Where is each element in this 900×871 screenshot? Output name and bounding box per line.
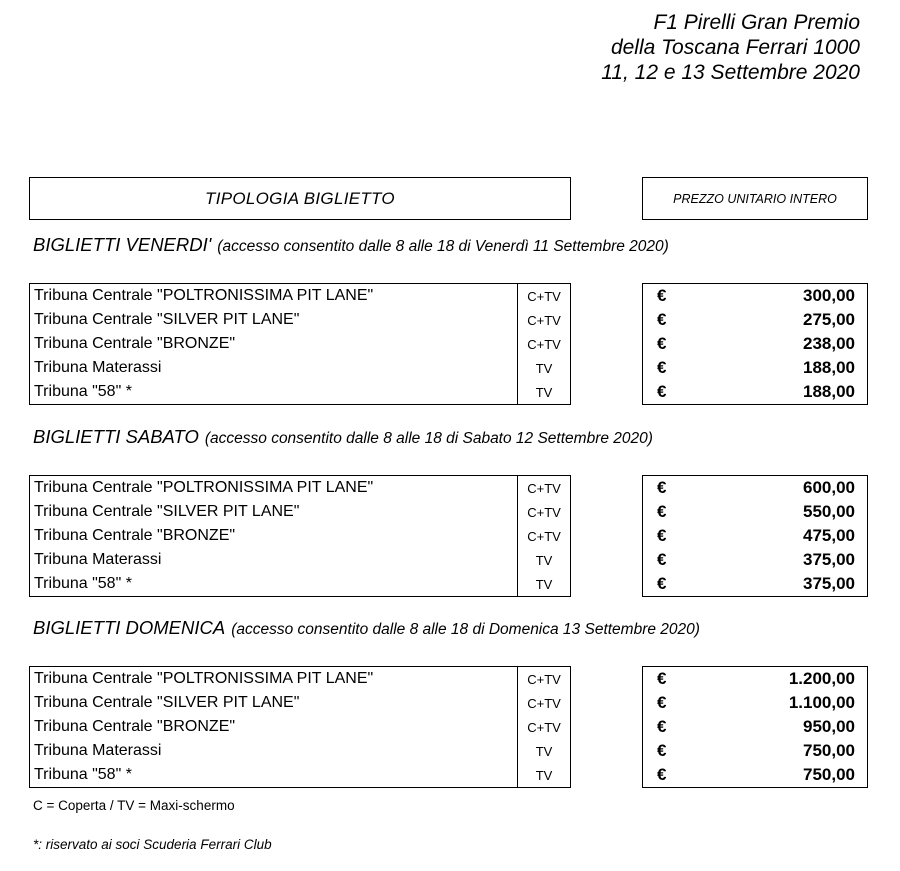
price-value: 275,00 bbox=[803, 310, 855, 329]
price-row bbox=[643, 500, 867, 524]
ticket-name: Tribuna Centrale "POLTRONISSIMA PIT LANE" bbox=[34, 287, 374, 304]
table-row bbox=[30, 524, 570, 548]
euro-symbol: € bbox=[657, 358, 667, 377]
ticket-name: Tribuna Materassi bbox=[34, 359, 162, 376]
ticket-type-header-label: TIPOLOGIA BIGLIETTO bbox=[205, 188, 395, 208]
section-access-note: (accesso consentito dalle 8 alle 18 di Sabato 12 Settembre 2020) bbox=[204, 430, 653, 447]
section-heading: BIGLIETTI DOMENICA bbox=[33, 617, 226, 638]
euro-symbol: € bbox=[657, 693, 667, 712]
price-value: 750,00 bbox=[803, 741, 855, 760]
coverage-code: TV bbox=[517, 380, 570, 404]
table-row bbox=[30, 548, 570, 572]
ticket-name: Tribuna Centrale "POLTRONISSIMA PIT LANE" bbox=[34, 479, 374, 496]
ticket-name: Tribuna Centrale "BRONZE" bbox=[34, 718, 236, 735]
event-title-line-1: F1 Pirelli Gran Premio bbox=[653, 11, 860, 34]
euro-symbol: € bbox=[657, 741, 667, 760]
price-value: 188,00 bbox=[803, 358, 855, 377]
euro-symbol: € bbox=[657, 717, 667, 736]
ticket-name: Tribuna Centrale "SILVER PIT LANE" bbox=[34, 694, 300, 711]
euro-symbol: € bbox=[657, 526, 667, 545]
event-header bbox=[601, 10, 860, 85]
price-row bbox=[643, 356, 867, 380]
price-value: 300,00 bbox=[803, 286, 855, 305]
price-value: 375,00 bbox=[803, 550, 855, 569]
price-header-label: PREZZO UNITARIO INTERO bbox=[673, 191, 837, 206]
price-table-friday bbox=[642, 283, 868, 405]
table-row bbox=[30, 380, 570, 404]
coverage-code: TV bbox=[517, 739, 570, 763]
coverage-code: C+TV bbox=[517, 667, 570, 691]
price-row bbox=[643, 763, 867, 787]
price-value: 375,00 bbox=[803, 574, 855, 593]
ticket-name: Tribuna Centrale "POLTRONISSIMA PIT LANE" bbox=[34, 670, 374, 687]
section-heading: BIGLIETTI SABATO bbox=[33, 426, 199, 447]
price-row bbox=[643, 572, 867, 596]
section-title-saturday bbox=[33, 426, 653, 448]
coverage-code: C+TV bbox=[517, 524, 570, 548]
price-row bbox=[643, 284, 867, 308]
coverage-code: TV bbox=[517, 548, 570, 572]
euro-symbol: € bbox=[657, 478, 667, 497]
price-row bbox=[643, 524, 867, 548]
table-row bbox=[30, 284, 570, 308]
coverage-code: TV bbox=[517, 356, 570, 380]
coverage-code: C+TV bbox=[517, 284, 570, 308]
table-row bbox=[30, 476, 570, 500]
ticket-table-friday bbox=[29, 283, 571, 405]
ticket-table-sunday bbox=[29, 666, 571, 788]
euro-symbol: € bbox=[657, 574, 667, 593]
footnote: *: riservato ai soci Scuderia Ferrari Club bbox=[33, 837, 272, 852]
table-row bbox=[30, 763, 570, 787]
price-row bbox=[643, 476, 867, 500]
table-row bbox=[30, 500, 570, 524]
price-row bbox=[643, 548, 867, 572]
ticket-name: Tribuna Centrale "BRONZE" bbox=[34, 527, 236, 544]
event-dates: 11, 12 e 13 Settembre 2020 bbox=[601, 61, 860, 84]
price-value: 1.200,00 bbox=[788, 669, 855, 688]
section-title-friday bbox=[33, 234, 669, 256]
price-row bbox=[643, 308, 867, 332]
price-row bbox=[643, 691, 867, 715]
ticket-table-saturday bbox=[29, 475, 571, 597]
coverage-code: C+TV bbox=[517, 308, 570, 332]
coverage-legend: C = Coperta / TV = Maxi-schermo bbox=[33, 798, 235, 813]
euro-symbol: € bbox=[657, 334, 667, 353]
euro-symbol: € bbox=[657, 765, 667, 784]
section-access-note: (accesso consentito dalle 8 alle 18 di Venerdì 11 Settembre 2020) bbox=[217, 238, 669, 255]
euro-symbol: € bbox=[657, 286, 667, 305]
price-table-saturday bbox=[642, 475, 868, 597]
price-row bbox=[643, 667, 867, 691]
price-row bbox=[643, 739, 867, 763]
ticket-name: Tribuna Materassi bbox=[34, 742, 162, 759]
ticket-name: Tribuna Centrale "BRONZE" bbox=[34, 335, 236, 352]
price-table-sunday bbox=[642, 666, 868, 788]
price-header bbox=[642, 177, 868, 220]
table-row bbox=[30, 356, 570, 380]
coverage-code: C+TV bbox=[517, 332, 570, 356]
table-row bbox=[30, 308, 570, 332]
price-value: 188,00 bbox=[803, 382, 855, 401]
euro-symbol: € bbox=[657, 502, 667, 521]
coverage-code: TV bbox=[517, 763, 570, 787]
table-row bbox=[30, 739, 570, 763]
euro-symbol: € bbox=[657, 550, 667, 569]
table-row bbox=[30, 691, 570, 715]
euro-symbol: € bbox=[657, 669, 667, 688]
price-value: 750,00 bbox=[803, 765, 855, 784]
section-heading: BIGLIETTI VENERDI' bbox=[33, 234, 212, 255]
euro-symbol: € bbox=[657, 310, 667, 329]
price-row bbox=[643, 380, 867, 404]
ticket-name: Tribuna Centrale "SILVER PIT LANE" bbox=[34, 311, 300, 328]
table-row bbox=[30, 667, 570, 691]
price-row bbox=[643, 715, 867, 739]
ticket-name: Tribuna "58" * bbox=[34, 383, 132, 400]
ticket-name: Tribuna Materassi bbox=[34, 551, 162, 568]
euro-symbol: € bbox=[657, 382, 667, 401]
ticket-name: Tribuna Centrale "SILVER PIT LANE" bbox=[34, 503, 300, 520]
section-access-note: (accesso consentito dalle 8 alle 18 di Domenica 13 Settembre 2020) bbox=[231, 621, 700, 638]
event-title-line-2: della Toscana Ferrari 1000 bbox=[610, 36, 860, 59]
coverage-code: C+TV bbox=[517, 691, 570, 715]
ticket-type-header bbox=[29, 177, 571, 220]
price-value: 1.100,00 bbox=[788, 693, 855, 712]
coverage-code: TV bbox=[517, 572, 570, 596]
table-row bbox=[30, 572, 570, 596]
price-value: 550,00 bbox=[803, 502, 855, 521]
coverage-code: C+TV bbox=[517, 715, 570, 739]
price-value: 238,00 bbox=[803, 334, 855, 353]
price-value: 600,00 bbox=[803, 478, 855, 497]
ticket-name: Tribuna "58" * bbox=[34, 575, 132, 592]
price-value: 950,00 bbox=[803, 717, 855, 736]
coverage-code: C+TV bbox=[517, 500, 570, 524]
section-title-sunday bbox=[33, 617, 700, 639]
price-value: 475,00 bbox=[803, 526, 855, 545]
coverage-code: C+TV bbox=[517, 476, 570, 500]
table-row bbox=[30, 715, 570, 739]
table-row bbox=[30, 332, 570, 356]
price-row bbox=[643, 332, 867, 356]
ticket-name: Tribuna "58" * bbox=[34, 766, 132, 783]
